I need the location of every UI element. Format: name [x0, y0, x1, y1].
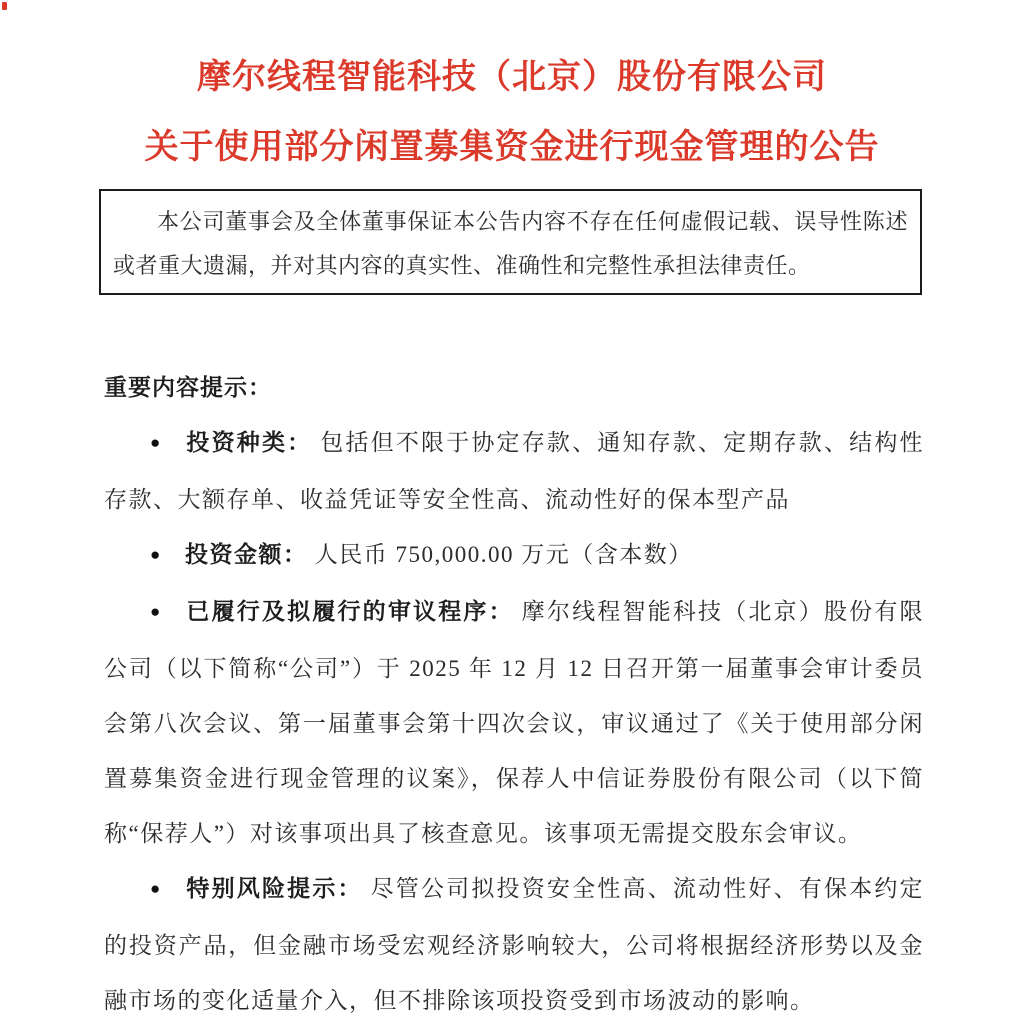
bullet-icon: ● — [150, 545, 162, 564]
bullet-review-procedures — [104, 584, 924, 861]
bullet-icon: ● — [150, 433, 163, 452]
company-title: 摩尔线程智能科技（北京）股份有限公司 — [197, 58, 827, 96]
document-header — [60, 42, 964, 182]
bullet-risk-warning — [104, 861, 924, 1024]
announcement-title: 关于使用部分闲置募集资金进行现金管理的公告 — [144, 128, 880, 166]
bullet-label: 投资金额： — [185, 541, 308, 567]
document-body — [104, 360, 924, 1024]
important-notice-heading: 重要内容提示： — [104, 374, 272, 400]
bullet-text: 摩尔线程智能科技（北京）股份有限公司（以下简称“公司”）于 2025 年 12 月 12 日召开第一届董事会审计委员会第八次会议、第一届董事会第十四次会议，审议通过了《关于使用部分闲置募集资金进行现金管理的议案》，保荐人中信证券股份有限公司（以下简称“保荐人”）对该事项出具了核查意见。该事项无需提交股东会审议。 — [104, 599, 925, 846]
bullet-text: 包括但不限于协定存款、通知存款、定期存款、结构性存款、大额存单、收益凭证等安全性高、流动性好的保本型产品 — [104, 430, 925, 512]
bullet-icon: ● — [150, 602, 163, 621]
bullet-label: 已履行及拟履行的审议程序： — [186, 598, 514, 624]
bullet-text: 尽管公司拟投资安全性高、流动性好、有保本约定的投资产品，但金融市场受宏观经济影响较大，公司将根据经济形势以及金融市场的变化适量介入，但不排除该项投资受到市场波动的影响。 — [104, 876, 924, 1013]
bullet-investment-type — [104, 415, 924, 527]
bullet-label: 特别风险提示： — [186, 875, 363, 901]
bullet-text: 人民币 750,000.00 万元（含本数） — [314, 542, 693, 567]
disclaimer-text: 本公司董事会及全体董事保证本公告内容不存在任何虚假记载、误导性陈述或者重大遗漏，并对其内容的真实性、准确性和完整性承担法律责任。 — [113, 209, 908, 278]
bullet-icon: ● — [150, 879, 163, 898]
disclaimer-box — [99, 189, 922, 295]
bullet-investment-amount — [104, 527, 924, 584]
bullet-label: 投资种类： — [186, 429, 313, 455]
scan-artifact-mark — [2, 2, 7, 10]
